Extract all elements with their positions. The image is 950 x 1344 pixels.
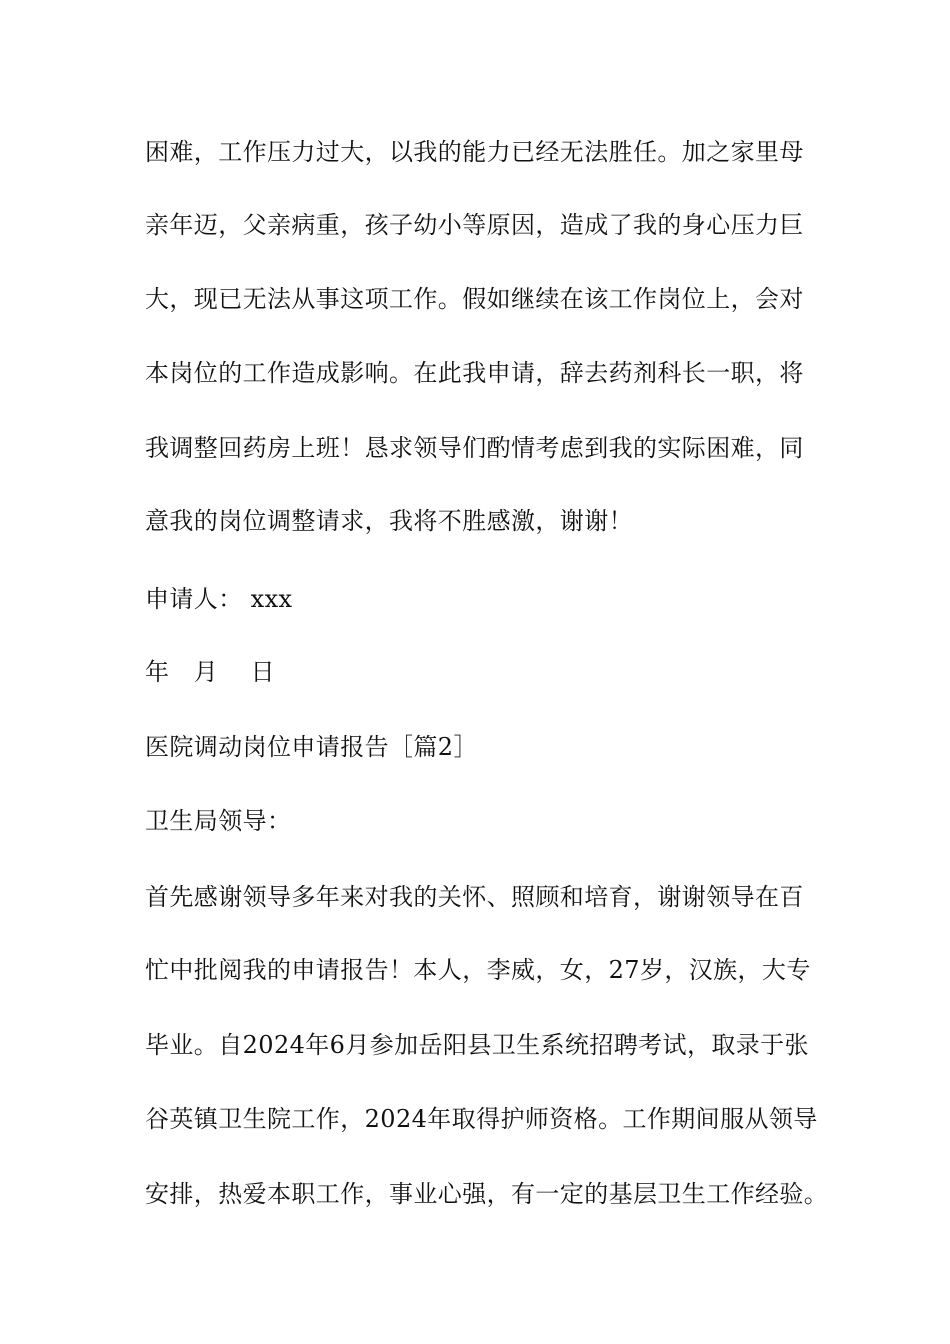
paragraph-line-11: 安排，热爱本职工作，事业心强，有一定的基层卫生工作经验。 bbox=[145, 1180, 829, 1208]
paragraph-line-7: 首先感谢领导多年来对我的关怀、照顾和培育，谢谢领导在百 bbox=[145, 883, 804, 911]
paragraph-line-8: 忙中批阅我的申请报告！本人，李威，女，27岁，汉族，大专 bbox=[145, 956, 811, 984]
paragraph-line-1: 困难，工作压力过大，以我的能力已经无法胜任。加之家里母 bbox=[145, 138, 804, 166]
salutation: 卫生局领导： bbox=[145, 807, 292, 835]
paragraph-line-4: 本岗位的工作造成影响。在此我申请，辞去药剂科长一职，将 bbox=[145, 359, 804, 387]
paragraph-line-3: 大，现已无法从事这项工作。假如继续在该工作岗位上，会对 bbox=[145, 285, 804, 313]
paragraph-line-5: 我调整回药房上班！恳求领导们酌情考虑到我的实际困难，同 bbox=[145, 434, 804, 462]
date-line: 年 月 日 bbox=[145, 658, 276, 686]
paragraph-line-9: 毕业。自2024年6月参加岳阳县卫生系统招聘考试，取录于张 bbox=[145, 1031, 809, 1059]
paragraph-line-10: 谷英镇卫生院工作，2024年取得护师资格。工作期间服从领导 bbox=[145, 1105, 818, 1133]
paragraph-line-6: 意我的岗位调整请求，我将不胜感激，谢谢！ bbox=[145, 507, 633, 535]
section-title: 医院调动岗位申请报告［篇2］ bbox=[145, 733, 478, 761]
paragraph-line-2: 亲年迈，父亲病重，孩子幼小等原因，造成了我的身心压力巨 bbox=[145, 211, 804, 239]
applicant-line: 申请人： xxx bbox=[145, 585, 293, 613]
